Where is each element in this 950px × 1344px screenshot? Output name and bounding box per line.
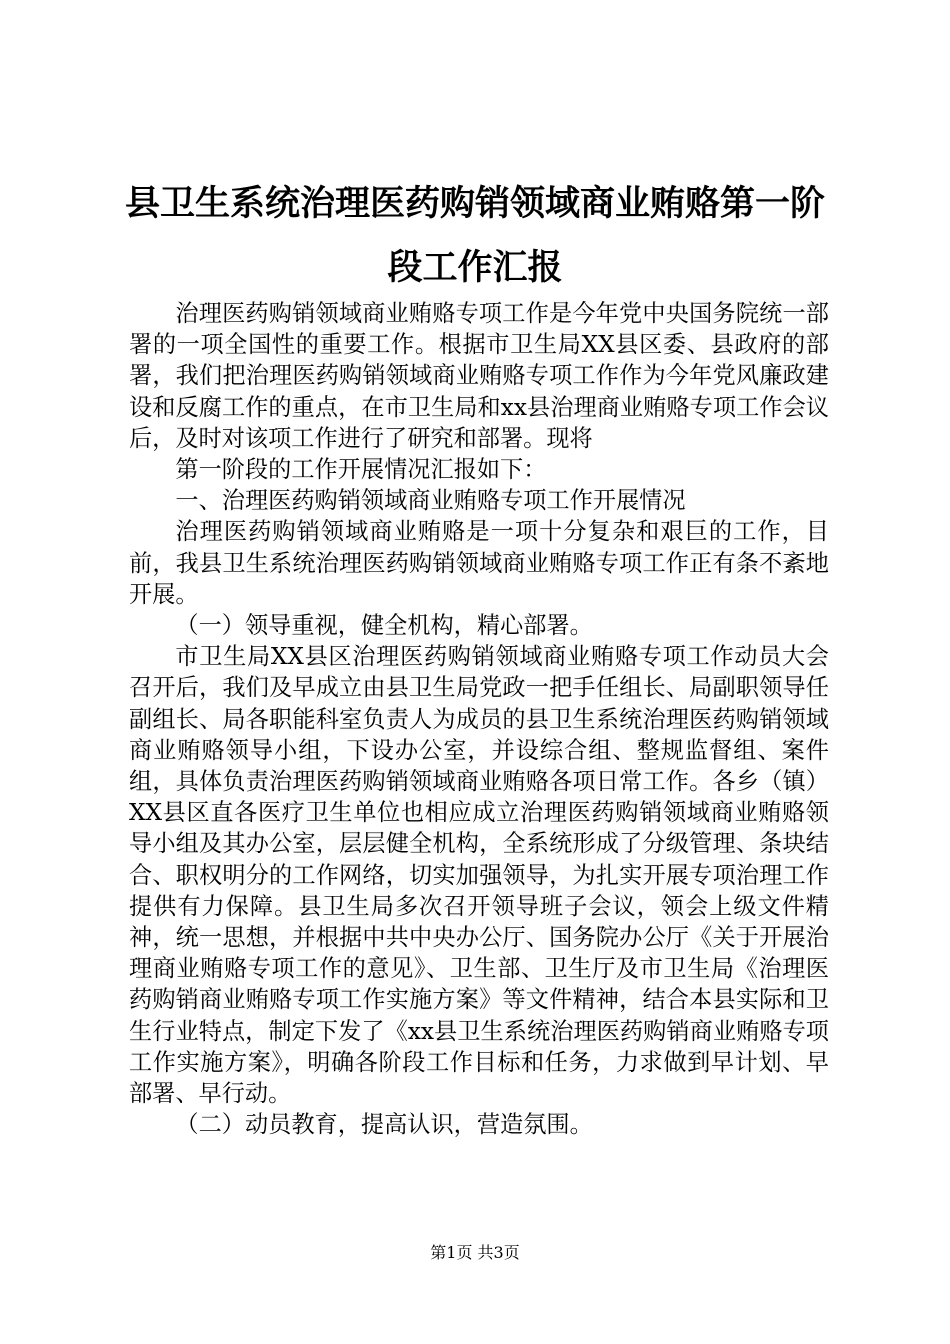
paragraph-intro: 治理医药购销领域商业贿赂专项工作是今年党中央国务院统一部署的一项全国性的重要工作。根据市卫生局XX县区委、县政府的部署，我们把治理医药购销领域商业贿赂专项工作作为今年党风廉政建设和反腐工作的重点，在市卫生局和xx县治理商业贿赂专项工作会议后，及时对该项工作进行了研究和部署。现将 bbox=[129, 300, 829, 452]
section-heading-1: 一、治理医药购销领域商业贿赂专项工作开展情况 bbox=[175, 487, 686, 515]
page-footer: 第1页 共3页 bbox=[430, 1243, 520, 1262]
document-title: 县卫生系统治理医药购销领域商业贿赂第一阶段工作汇报 bbox=[124, 183, 825, 288]
paragraph-report-lead: 第一阶段的工作开展情况汇报如下： bbox=[175, 456, 547, 484]
subsection-heading-1: （一）领导重视，健全机构，精心部署。 bbox=[175, 612, 593, 640]
paragraph-organization: 市卫生局XX县区治理医药购销领域商业贿赂专项工作动员大会召开后，我们及早成立由县卫生局党政一把手任组长、局副职领导任副组长、局各职能科室负责人为成员的县卫生系统治理医药购销领域商业贿赂领导小组，下设办公室，并设综合组、整规监督组、案件组，具体负责治理医药购销领域商业贿赂各项日常工作。各乡（镇）XX县区直各医疗卫生单位也相应成立治理医药购销领域商业贿赂领导小组及其办公室，层层健全机构，全系统形成了分级管理、条块结合、职权明分的工作网络，切实加强领导，为扎实开展专项治理工作提供有力保障。县卫生局多次召开领导班子会议，领会上级文件精神，统一思想，并根据中共中央办公厅、国务院办公厅《关于开展治理商业贿赂专项工作的意见》、卫生部、卫生厅及市卫生局《治理医药购销商业贿赂专项工作实施方案》等文件精神，结合本县实际和卫生行业特点，制定下发了《xx县卫生系统治理医药购销商业贿赂专项工作实施方案》，明确各阶段工作目标和任务，力求做到早计划、早部署、早行动。 bbox=[129, 643, 829, 1108]
paragraph-overview: 治理医药购销领域商业贿赂是一项十分复杂和艰巨的工作，目前，我县卫生系统治理医药购销领域商业贿赂专项工作正有条不紊地开展。 bbox=[129, 518, 829, 608]
document-body bbox=[129, 298, 829, 1140]
subsection-heading-2: （二）动员教育，提高认识，营造氛围。 bbox=[175, 1111, 593, 1139]
